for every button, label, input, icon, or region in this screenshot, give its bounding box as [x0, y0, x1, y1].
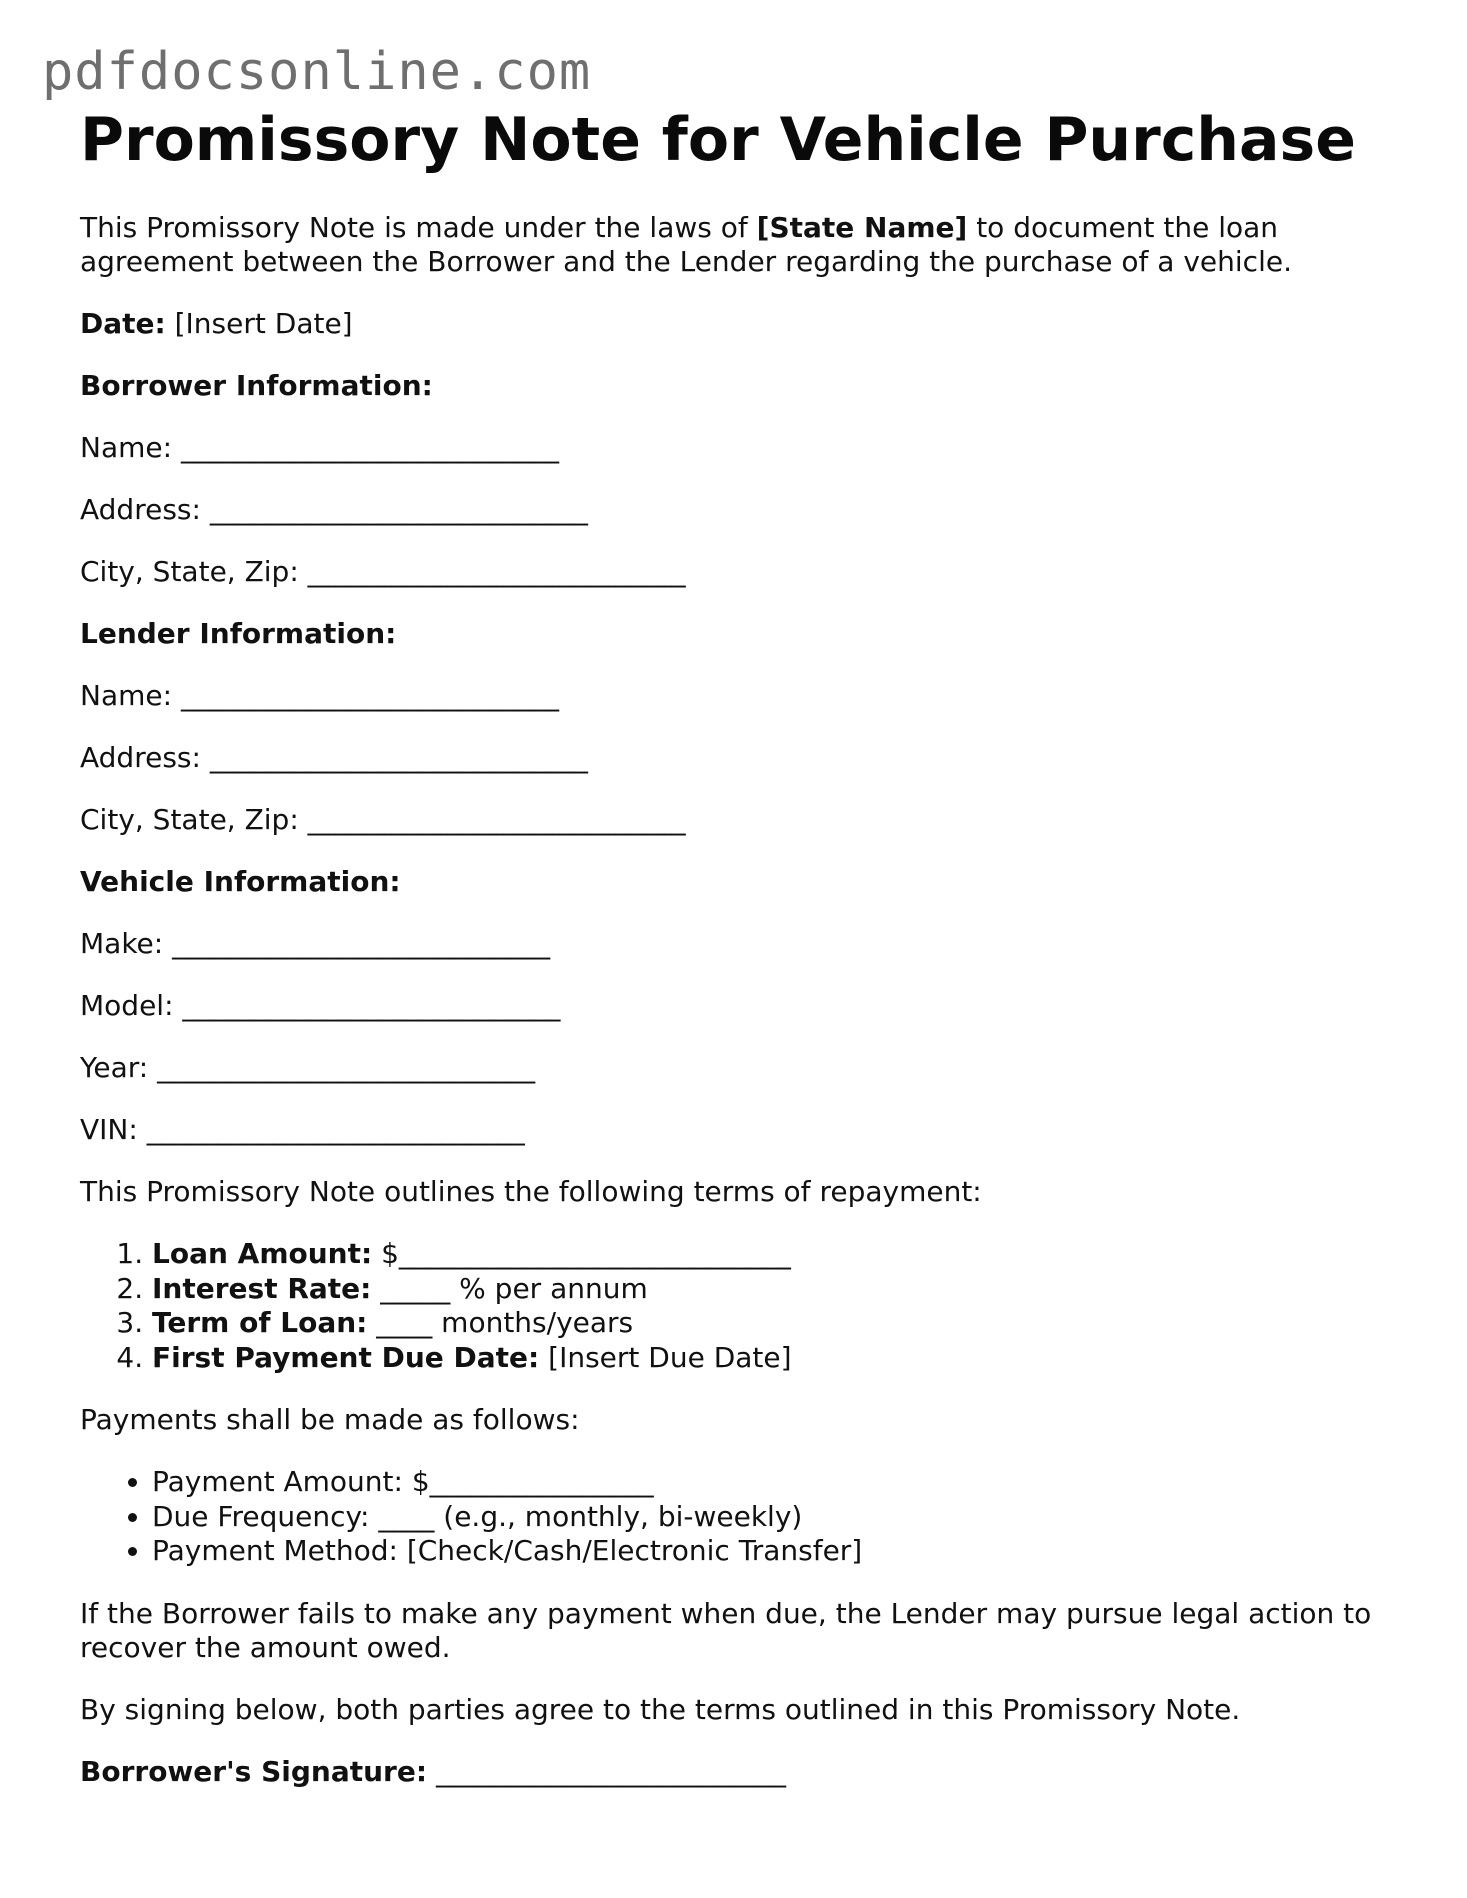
payments-intro: Payments shall be made as follows: [80, 1403, 580, 1436]
agreement-statement: By signing below, both parties agree to the terms outlined in this Promissory Note. [80, 1692, 1241, 1726]
vehicle-make-field: Make: ___________________________ [80, 927, 551, 960]
state-name-placeholder: [State Name] [756, 211, 968, 244]
terms-intro: This Promissory Note outlines the following terms of repayment: [80, 1175, 982, 1208]
date-line [80, 307, 1400, 341]
term-label: Interest Rate: [152, 1271, 372, 1305]
default-clause: If the Borrower fails to make any payment when due, the Lender may pursue legal action to recover the amount owed. [80, 1596, 1372, 1664]
payment-method-item: • Payment Method: [Check/Cash/Electronic Transfer] [152, 1534, 1400, 1569]
vehicle-vin-field: VIN: ___________________________ [80, 1113, 525, 1146]
document-page [80, 104, 1400, 1789]
term-label: Term of Loan: [152, 1306, 368, 1339]
lender-heading: Lender Information: [80, 617, 397, 650]
vehicle-year-field: Year: ___________________________ [80, 1051, 536, 1084]
term-label: Loan Amount: [152, 1237, 373, 1270]
intro-paragraph [80, 211, 1400, 279]
terms-list [80, 1237, 1400, 1375]
vehicle-model-field: Model: ___________________________ [80, 989, 561, 1022]
vehicle-heading: Vehicle Information: [80, 865, 401, 898]
intro-text-end: to document the loan agreement between the Borrower and the Lender regarding the purchase of a vehicle. [80, 211, 1292, 278]
watermark: pdfdocsonline.com [42, 42, 592, 102]
date-value: [Insert Date] [165, 307, 353, 340]
payment-amount-item: • Payment Amount: $________________ [152, 1465, 1400, 1500]
term-item-term-of-loan [152, 1306, 1400, 1341]
borrower-heading: Borrower Information: [80, 369, 433, 402]
lender-name-field: Name: ___________________________ [80, 679, 559, 712]
term-value: [Insert Due Date] [539, 1340, 792, 1374]
term-item-interest-rate [152, 1272, 1400, 1307]
borrower-address-field: Address: ___________________________ [80, 493, 588, 526]
due-frequency-item: • Due Frequency: ____ (e.g., monthly, bi-weekly) [152, 1500, 1400, 1535]
term-value: _____ % per annum [371, 1271, 648, 1305]
term-item-loan-amount [152, 1237, 1400, 1272]
term-value: ____ months/years [367, 1306, 634, 1339]
intro-text-start: This Promissory Note is made under the laws of [80, 211, 757, 244]
signature-label: Borrower's Signature: [80, 1754, 428, 1788]
date-label: Date: [80, 307, 166, 340]
signature-blank: _________________________ [427, 1754, 786, 1788]
borrower-signature-line [80, 1755, 1400, 1789]
term-item-first-payment-date [152, 1341, 1400, 1376]
borrower-city-state-zip-field: City, State, Zip: ___________________________ [80, 555, 686, 588]
lender-city-state-zip-field: City, State, Zip: ___________________________ [80, 803, 686, 836]
payments-list [80, 1465, 1400, 1569]
borrower-name-field: Name: ___________________________ [80, 431, 559, 464]
document-title: Promissory Note for Vehicle Purchase [80, 105, 1356, 175]
term-label: First Payment Due Date: [152, 1340, 540, 1374]
lender-address-field: Address: ___________________________ [80, 741, 588, 774]
term-value: $____________________________ [372, 1237, 791, 1270]
